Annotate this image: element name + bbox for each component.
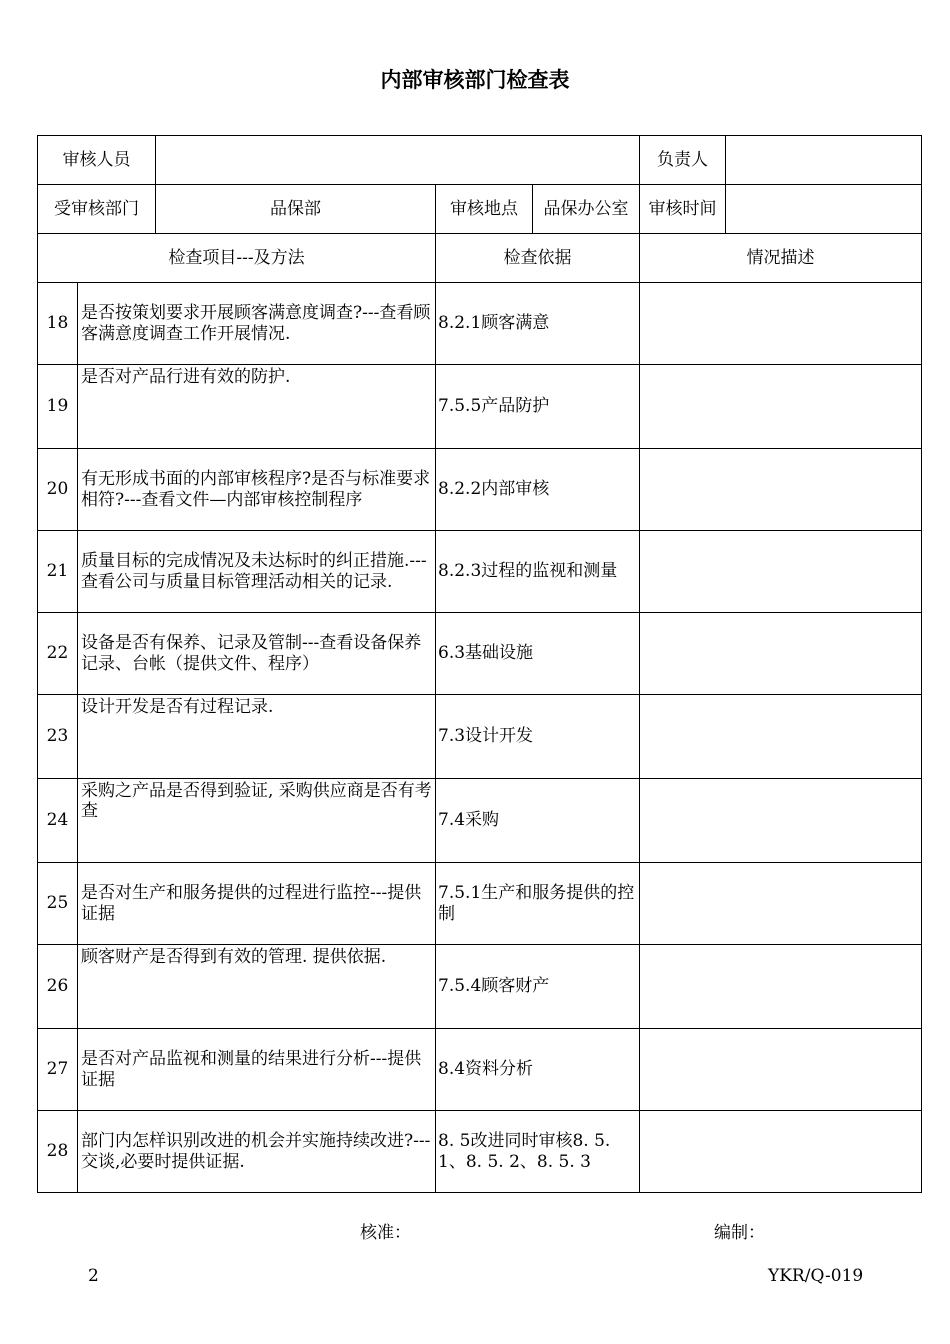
approve-label: 核准：	[360, 1223, 411, 1243]
table-row	[38, 531, 922, 613]
row-number: 24	[38, 779, 78, 863]
situation-description[interactable]	[640, 531, 922, 613]
auditor-field[interactable]	[156, 136, 640, 185]
table-row	[38, 945, 922, 1029]
situation-description[interactable]	[640, 695, 922, 779]
row-number: 28	[38, 1111, 78, 1193]
row-number: 19	[38, 365, 78, 449]
row-number: 21	[38, 531, 78, 613]
row-number: 22	[38, 613, 78, 695]
situation-description[interactable]	[640, 1029, 922, 1111]
check-item: 设备是否有保养、记录及管制---查看设备保养记录、台帐（提供文件、程序）	[78, 613, 436, 695]
page-number: 2	[88, 1266, 99, 1286]
dept-label: 受审核部门	[38, 185, 156, 234]
location-label: 审核地点	[436, 185, 533, 234]
check-basis: 8. 5改进同时审核8. 5. 1、8. 5. 2、8. 5. 3	[436, 1111, 640, 1193]
check-basis: 8.2.3过程的监视和测量	[436, 531, 640, 613]
column-header-item: 检查项目---及方法	[38, 234, 436, 283]
location-value[interactable]: 品保办公室	[533, 185, 640, 234]
table-row	[38, 365, 922, 449]
check-basis: 7.3设计开发	[436, 695, 640, 779]
compile-label: 编制：	[714, 1223, 765, 1243]
column-header-basis: 检查依据	[436, 234, 640, 283]
check-basis: 7.5.1生产和服务提供的控制	[436, 863, 640, 945]
situation-description[interactable]	[640, 779, 922, 863]
check-basis: 6.3基础设施	[436, 613, 640, 695]
check-item: 质量目标的完成情况及未达标时的纠正措施.---查看公司与质量目标管理活动相关的记录.	[78, 531, 436, 613]
situation-description[interactable]	[640, 449, 922, 531]
row-number: 18	[38, 283, 78, 365]
check-item: 是否对产品行进有效的防护.	[78, 365, 436, 449]
check-basis: 7.5.5产品防护	[436, 365, 640, 449]
table-row	[38, 613, 922, 695]
responsible-label: 负责人	[640, 136, 726, 185]
check-basis: 7.4采购	[436, 779, 640, 863]
time-label: 审核时间	[640, 185, 726, 234]
row-number: 27	[38, 1029, 78, 1111]
check-item: 是否按策划要求开展顾客满意度调查?---查看顾客满意度调查工作开展情况.	[78, 283, 436, 365]
document-code: YKR/Q-019	[768, 1266, 864, 1286]
dept-value[interactable]: 品保部	[156, 185, 436, 234]
table-row	[38, 449, 922, 531]
check-item: 是否对产品监视和测量的结果进行分析---提供证据	[78, 1029, 436, 1111]
table-row	[38, 779, 922, 863]
check-basis: 8.4资料分析	[436, 1029, 640, 1111]
situation-description[interactable]	[640, 863, 922, 945]
check-item: 设计开发是否有过程记录.	[78, 695, 436, 779]
column-header-desc: 情况描述	[640, 234, 922, 283]
row-number: 23	[38, 695, 78, 779]
table-row	[38, 863, 922, 945]
page-title: 内部审核部门检查表	[380, 67, 570, 92]
column-header-row	[38, 234, 922, 283]
table-row	[38, 695, 922, 779]
situation-description[interactable]	[640, 945, 922, 1029]
check-item: 部门内怎样识别改进的机会并实施持续改进?---交谈,必要时提供证据.	[78, 1111, 436, 1193]
check-item: 是否对生产和服务提供的过程进行监控---提供证据	[78, 863, 436, 945]
time-field[interactable]	[726, 185, 922, 234]
check-item: 采购之产品是否得到验证, 采购供应商是否有考查	[78, 779, 436, 863]
check-basis: 8.2.1顾客满意	[436, 283, 640, 365]
responsible-field[interactable]	[726, 136, 922, 185]
check-item: 顾客财产是否得到有效的管理. 提供依据.	[78, 945, 436, 1029]
table-row	[38, 1029, 922, 1111]
check-basis: 7.5.4顾客财产	[436, 945, 640, 1029]
audit-checklist-table	[37, 135, 922, 1193]
row-number: 25	[38, 863, 78, 945]
header-row-dept	[38, 185, 922, 234]
situation-description[interactable]	[640, 613, 922, 695]
auditor-label: 审核人员	[38, 136, 156, 185]
situation-description[interactable]	[640, 365, 922, 449]
header-row-auditor	[38, 136, 922, 185]
row-number: 20	[38, 449, 78, 531]
situation-description[interactable]	[640, 1111, 922, 1193]
check-basis: 8.2.2内部审核	[436, 449, 640, 531]
row-number: 26	[38, 945, 78, 1029]
check-item: 有无形成书面的内部审核程序?是否与标准要求相符?---查看文件—内部审核控制程序	[78, 449, 436, 531]
situation-description[interactable]	[640, 283, 922, 365]
table-row	[38, 1111, 922, 1193]
table-row	[38, 283, 922, 365]
